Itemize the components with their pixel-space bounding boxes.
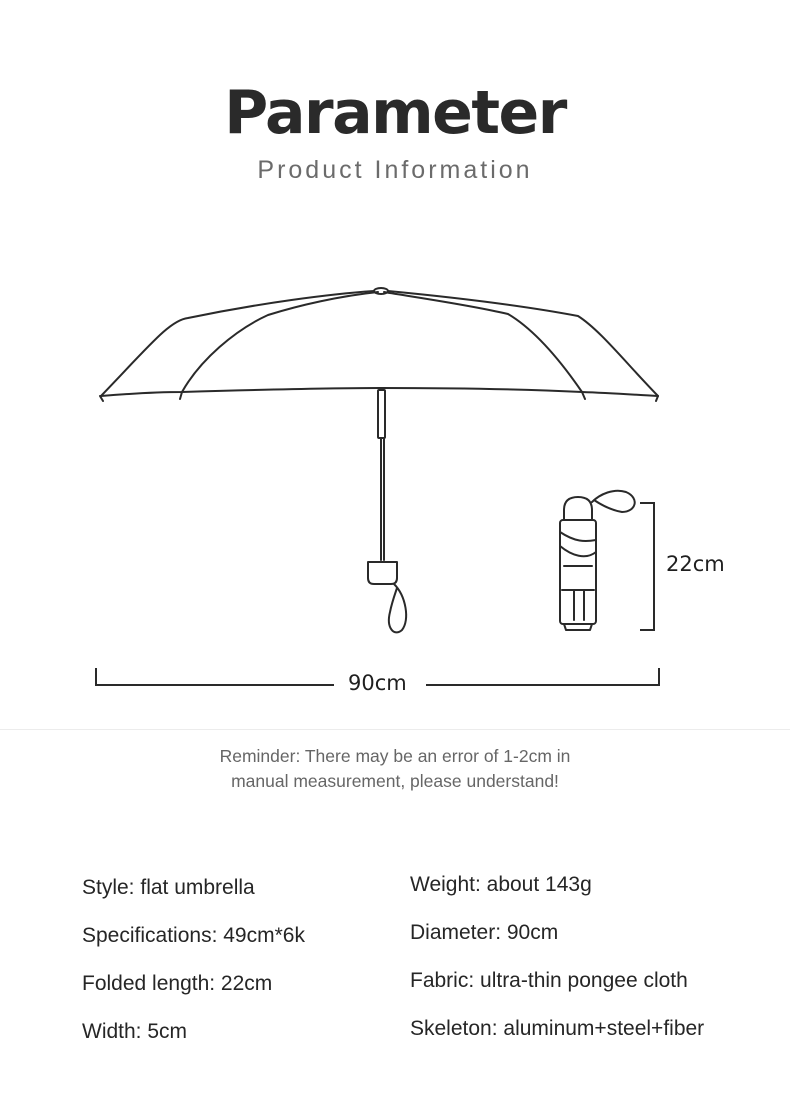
section-divider bbox=[0, 729, 790, 730]
spec-fabric: Fabric: ultra-thin pongee cloth bbox=[410, 969, 688, 992]
spec-weight: Weight: about 143g bbox=[410, 873, 592, 896]
spec-style: Style: flat umbrella bbox=[82, 876, 255, 899]
spec-diameter: Diameter: 90cm bbox=[410, 921, 559, 944]
height-dimension-label: 22cm bbox=[666, 552, 725, 576]
spec-width: Width: 5cm bbox=[82, 1020, 188, 1043]
spec-specifications: Specifications: 49cm*6k bbox=[82, 924, 305, 947]
spec-folded-length: Folded length: 22cm bbox=[82, 972, 273, 995]
spec-skeleton: Skeleton: aluminum+steel+fiber bbox=[410, 1017, 705, 1040]
umbrella-dimension-diagram bbox=[0, 200, 790, 730]
height-dimension-line bbox=[640, 503, 655, 630]
page-subtitle: Product Information bbox=[257, 156, 533, 184]
reminder-line-2: manual measurement, please understand! bbox=[231, 771, 559, 791]
reminder-line-1: Reminder: There may be an error of 1-2cm in bbox=[219, 746, 571, 766]
folded-umbrella-illustration bbox=[560, 491, 635, 630]
measurement-reminder bbox=[0, 744, 790, 794]
page-title: Parameter bbox=[224, 78, 566, 148]
width-dimension-label: 90cm bbox=[338, 671, 417, 695]
open-umbrella-illustration bbox=[100, 288, 658, 632]
